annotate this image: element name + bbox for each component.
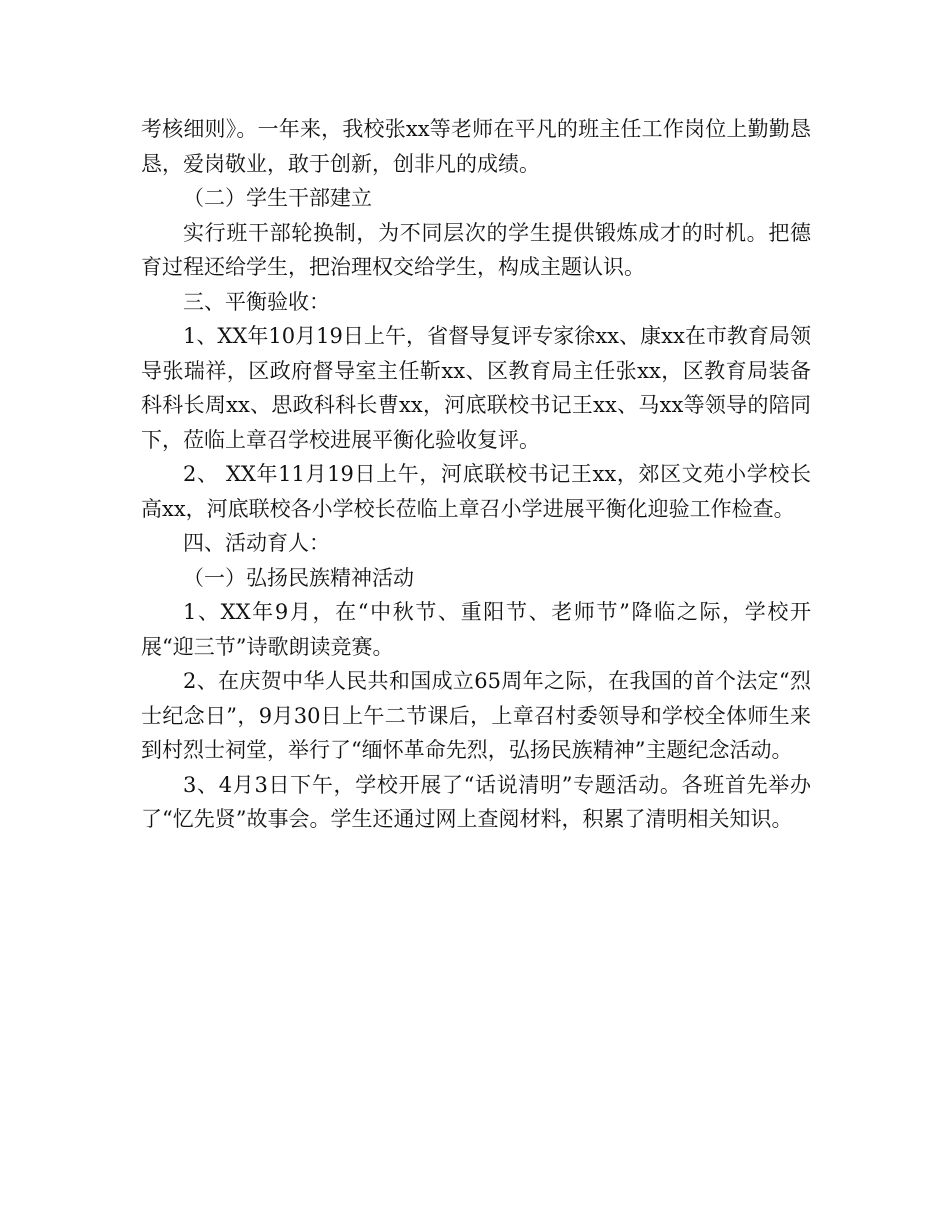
heading-balance-acceptance: 三、平衡验收： [183, 289, 330, 314]
paragraph-cadre-rotation: 实行班干部轮换制，为不同层次的学生提供锻炼成才的时机。把德育过程还给学生，把治理权交给学生，构成主题认识。 [141, 220, 811, 279]
paragraph-martyrs-day: 2、在庆贺中华人民共和国成立65周年之际，在我国的首个法定“烈士纪念日”，9月30日上午二节课后，上章召村委领导和学校全体师生来到村烈士祠堂，举行了“缅怀革命先烈，弘扬民族精神”主题纪念活动。 [141, 669, 811, 762]
heading-national-spirit: （一）弘扬民族精神活动 [183, 565, 414, 590]
paragraph-three-festivals: 1、XX年9月，在“中秋节、重阳节、老师节”降临之际，学校开展“迎三节”诗歌朗读竞赛。 [141, 600, 811, 659]
heading-student-cadre: （二）学生干部建立 [183, 186, 372, 210]
heading-activity-education: 四、活动育人： [183, 531, 330, 555]
document-body [141, 112, 811, 837]
paragraph-appraisal-rules: 考核细则》。一年来，我校张xx等老师在平凡的班主任工作岗位上勤勤恳恳，爱岗敬业，敢于创新，创非凡的成绩。 [141, 117, 811, 176]
paragraph-nov-inspection: 2、 XX年11月19日上午，河底联校书记王xx，郊区文苑小学校长高xx，河底联校各小学校长莅临上章召小学进展平衡化迎验工作检查。 [141, 462, 811, 521]
paragraph-qingming: 3、4月3日下午，学校开展了“话说清明”专题活动。各班首先举办了“忆先贤”故事会。学生还通过网上查阅材料，积累了清明相关知识。 [141, 772, 811, 831]
paragraph-oct-review: 1、XX年10月19日上午，省督导复评专家徐xx、康xx在市教育局领导张瑞祥，区政府督导室主任靳xx、区教育局主任张xx，区教育局装备科科长周xx、思政科科长曹xx，河底联校书记王xx、马xx等领导的陪同下，莅临上章召学校进展平衡化验收复评。 [141, 324, 811, 452]
